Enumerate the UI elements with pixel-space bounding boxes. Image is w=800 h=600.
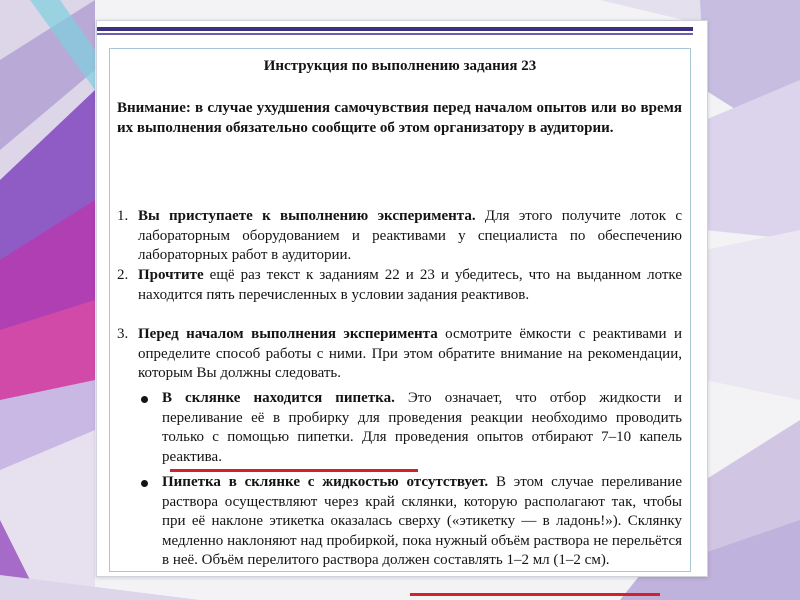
bullet-bold-text: В склянке находится пипетка. xyxy=(162,390,395,406)
accent-bar-thin xyxy=(97,33,693,35)
red-underline xyxy=(170,469,418,472)
item-bold-text: Вы приступаете к выполнению эксперимента. xyxy=(138,208,476,224)
item-bold-text: Перед началом выполнения эксперимента xyxy=(138,326,438,342)
bullet-dot-icon xyxy=(141,396,148,403)
bullet-dot-icon xyxy=(141,480,148,487)
bullet-item xyxy=(141,473,682,571)
document-title: Инструкция по выполнению задания 23 xyxy=(263,58,537,74)
list-item xyxy=(117,325,682,384)
item-bold-text: Прочтите xyxy=(138,267,204,283)
accent-bar xyxy=(97,27,693,31)
bullet-text: Это означает, что отбор жидкости и переливание её в пробирку для проведения реакции необходимо проводить только с помощью пипетки. Для проведения опытов отбирают 7–10 капель реактива. xyxy=(162,390,683,465)
slide-card xyxy=(96,20,708,577)
bullet-bold-text: Пипетка в склянке с жидкостью отсутствует. xyxy=(162,474,489,490)
bullet-text: В этом случае переливание раствора осуществляют через край склянки, которую располагают так, чтобы при её наклоне этикетка оказалась сверху («этикетку — в ладонь!»). Склянку медленно наклоняют над пробиркой, пока нужный объём раствора не перельётся в неё. Объём перелитого раствора должен составлять 1–2 мл (1–2 см). xyxy=(162,474,682,568)
instruction-document xyxy=(109,48,691,572)
item-number: 3. xyxy=(117,326,129,342)
item-text: ещё раз текст к заданиям 22 и 23 и убедитесь, что на выданном лотке находится пять перечисленных в условии задания реактивов. xyxy=(138,267,682,303)
warning-paragraph: Внимание: в случае ухудшения самочувствия перед началом опытов или во время их выполнения обязательно сообщите об этом организатору в аудитории. xyxy=(117,100,682,136)
list-item xyxy=(117,207,682,266)
bullet-item xyxy=(141,389,682,467)
red-underline xyxy=(410,593,660,596)
item-number: 1. xyxy=(117,208,129,224)
item-text: Для этого получите лоток с лабораторным оборудованием и реактивами у специалиста по обеспечению лабораторных работ в аудитории. xyxy=(138,208,682,263)
item-text: осмотрите ёмкости с реактивами и определите способ работы с ними. При этом обратите внимание на рекомендации, которым Вы должны следовать. xyxy=(138,326,682,381)
item-number: 2. xyxy=(117,267,129,283)
list-item xyxy=(117,266,682,305)
